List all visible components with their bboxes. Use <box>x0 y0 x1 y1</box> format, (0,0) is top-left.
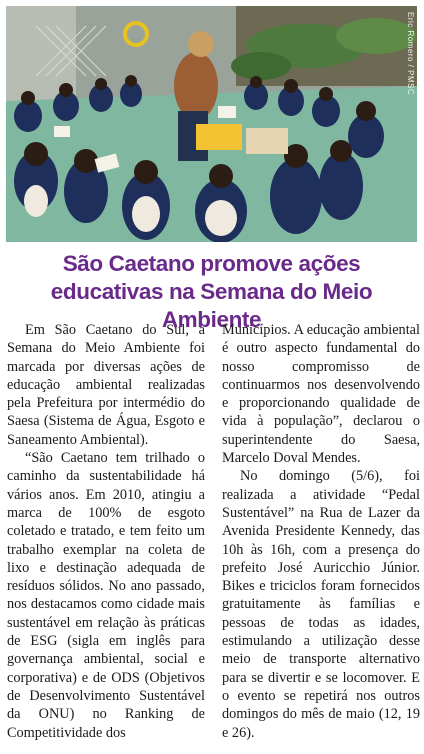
paragraph: No domingo (5/6), foi realizada a atividade “Pedal Sustentável” na Rua de Lazer da Avenida Presidente Kennedy, das 10h às 16h, com a presença do prefeito José Auricchio Júnior. Bikes e triciclos foram fornecidos gratuitamente às famílias e pessoas de todas as idades, estimulando a utilização desse meio de transporte alternativo para se divertir e se locomover. E o evento se repetirá nos outros domingos do mês de maio (12, 19 e 26). <box>222 468 420 741</box>
paragraph: Municípios. A educação ambiental é outro aspecto fundamental do nosso compromisso de continuarmos nos desenvolvendo e proporcionando qualidade de vida à população”, declarou o superintendente do Saesa, Marcelo Doval Mendes. <box>222 322 420 467</box>
classroom-scene-illustration <box>6 6 417 242</box>
paragraph: “São Caetano tem trilhado o caminho da sustentabilidade há vários anos. Em 2010, atingiu a marca de 100% de esgoto coletado e tratado, e tem feito um trabalho exemplar na coleta de lixo e destinação adequada de resíduos sólidos. No ano passado, nos destacamos como cidade mais sustentável em relação às práticas de ESG (sigla em inglês para governança ambiental, social e corporativa) e de ODS (Objetivos de Desenvolvimento Sustentável da ONU) no Ranking de Competitividade dos <box>7 450 205 741</box>
paragraph: Em São Caetano do Sul, a Semana do Meio Ambiente foi marcada por diversas ações de educação ambiental realizadas pela Prefeitura por intermédio do Saesa (Sistema de Água, Esgoto e Saneamento Ambiental). <box>7 322 205 448</box>
article-column-right <box>222 321 420 742</box>
article-photo <box>6 6 417 242</box>
photo-credit: Eric Romero / PMSC <box>406 12 415 96</box>
article-column-left <box>7 321 205 742</box>
article-headline: São Caetano promove ações educativas na Semana do Meio Ambiente <box>50 251 373 332</box>
